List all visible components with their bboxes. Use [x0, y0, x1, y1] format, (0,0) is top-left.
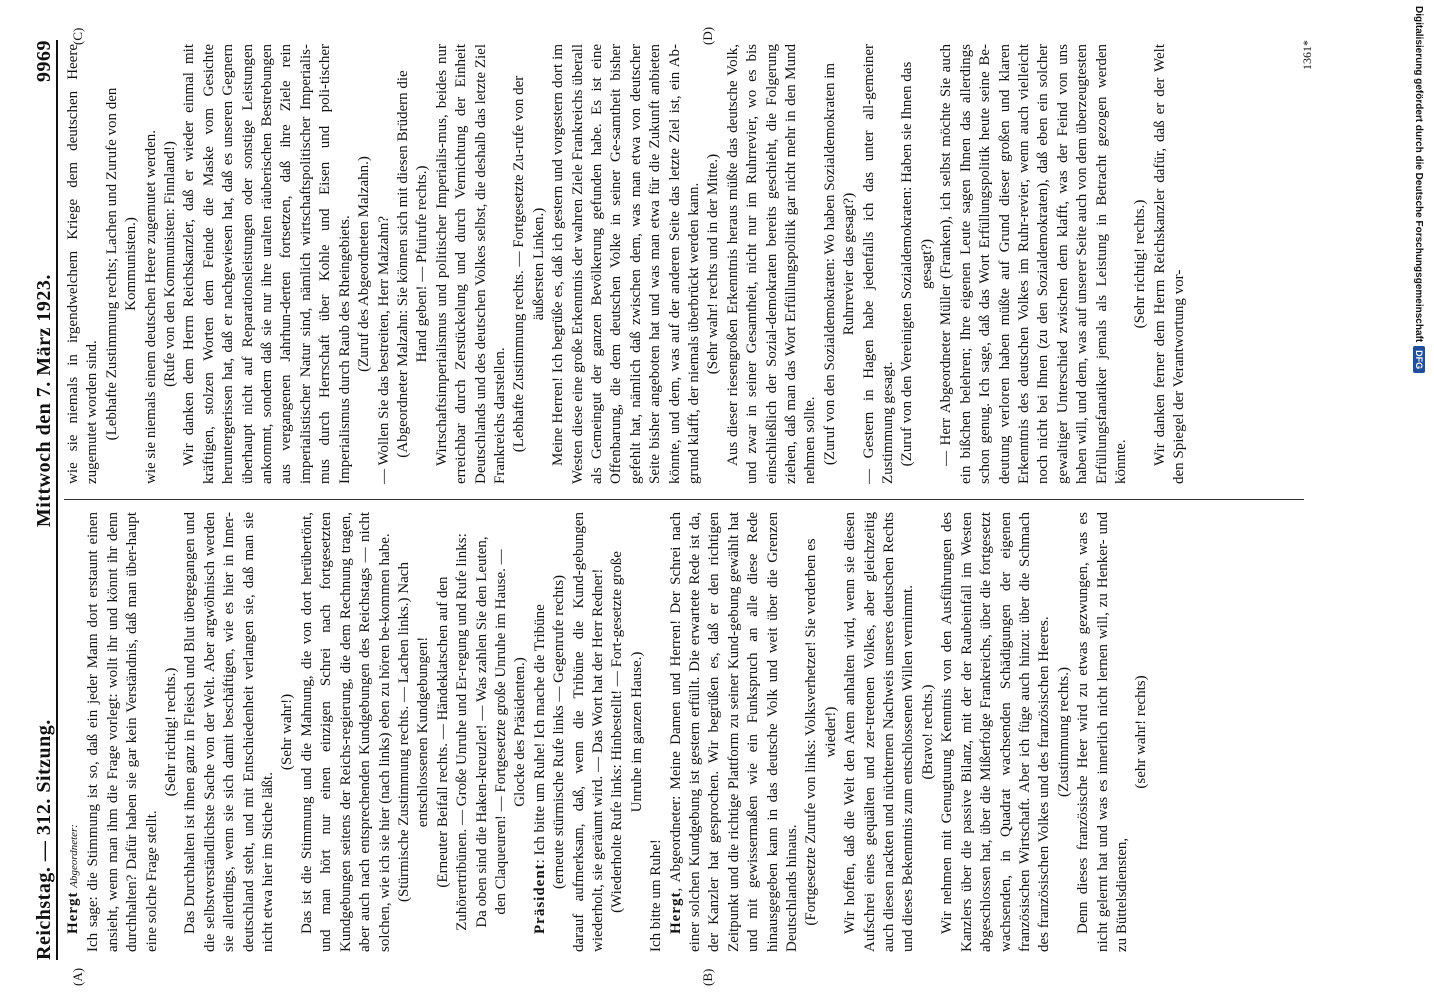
paragraph-text: (Lebhafte Zustimmung rechts. — Fortgesetzte Zu-rufe von der äußersten Linken.) [511, 75, 547, 453]
paragraph [64, 512, 162, 952]
paragraph [1151, 44, 1190, 484]
interjection [919, 512, 938, 952]
paragraph-text: , Abgeordneter: Meine Damen und Herren! Der Schrei nach einer solchen Kundgebung ist gestern erfüllt. Die erwartete Rede ist da, der Kanzler hat gesprochen. Wir begrüßen es, daß er den richtigen Zeitpunkt und die richtige Plattform zu seiner Kund-gebung gewählt hat und mit gewissermaßen wie ein Funkspruch an alle diese Rede hinausgegeben kann in das deutsche Volk und weit über die Grenzen Deutschlands hinaus. [667, 512, 801, 952]
paragraph-text: : Ich bitte um Ruhe! Ich mache die Tribüne [531, 604, 548, 864]
paragraph-text: darauf aufmerksam, daß, wenn die Tribüne die Kund-gebungen wiederholt, sie geräumt wird. — Das Wort hat der Herr Redner! [570, 512, 606, 952]
paragraph-text: (Wiederholte Rufe links: Hinbestellt! — Fort-gesetzte große Unruhe im ganzen Hause.) [609, 551, 645, 913]
paragraph-text: Wir hoffen, daß die Welt den Atem anhalten wird, wenn sie diesen Aufschrei eines gequälten und zer-tretenen Volkes, aber gleichzeitig auch diesen nackten und nüchternen Nachweis unseres deutschen Rechts und dieses Bekenntnis zum entschlossenen Willen vernimmt. [842, 512, 917, 952]
paragraph-text: (Zuruf von den Vereinigten Sozialdemokraten: Haben sie Ihnen das gesagt?) [899, 61, 935, 467]
dfg-logo: DFG [1413, 346, 1425, 373]
interjection [278, 512, 297, 952]
paragraph-text: wie sie niemals in irgendwelchem Kriege dem deutschen Heere zugemutet worden sind. [65, 44, 101, 484]
paragraph [142, 44, 161, 484]
interjection [434, 512, 531, 952]
margin-mark-a: (A) [70, 967, 85, 986]
paragraph-text: (Sehr wahr!) [279, 693, 296, 771]
margin-mark-c: (C) [70, 27, 85, 45]
paragraph [549, 44, 704, 484]
paragraph-text: (Sehr richtig! rechts.) [1132, 199, 1149, 329]
digitization-credit [1408, 0, 1430, 1000]
interjection [550, 512, 569, 952]
paragraph-text: (sehr wahr! rechts) [1133, 675, 1150, 789]
margin-mark-d: (D) [700, 26, 715, 45]
paragraph-text: Wir danken ferner dem Herrn Reichskanzler dafür, daß er der Welt den Spiegel der Verantwortung vor- [1151, 44, 1188, 484]
paragraph-text: — Wollen Sie das bestreiten, Herr Malzahn? [375, 215, 392, 484]
paragraph-text: (erneute stürmische Rufe links — Gegenrufe rechts) [551, 574, 568, 890]
interjection [898, 44, 937, 484]
paragraph-text: — Gestern in Hagen habe jedenfalls ich das unter all-gemeiner Zustimmung gesagt. [860, 44, 897, 484]
interjection [802, 512, 841, 952]
interjection [704, 44, 723, 484]
paragraph [938, 512, 1054, 952]
paragraph [433, 44, 511, 484]
interjection [1055, 512, 1074, 952]
paragraph [860, 44, 899, 484]
interjection [162, 512, 181, 952]
paragraph-text: (Erneuter Beifall rechts. — Händeklatschen auf den Zuhörertribünen. — Große Unruhe und Er-regung und Rufe links: Da oben sind die Haken-kreuzler! — Was zahlen Sie den Leuten, den Claqueuren! — Fortgesetzte große Unruhe im Hause. — Glocke des Präsidenten.) [434, 533, 529, 931]
interjection [394, 44, 433, 484]
paragraph-text: Wirtschaftsimperialismus und politischer Imperialis-mus, beides nur erreichbar durch Zerstückelung und durch Vernichtung der Einheit Deutschlands und des deutschen Volkes selbst, die deshalb das letzte Ziel Frankreichs darstellen. [433, 44, 508, 484]
paragraph-text: wie sie niemals einem deutschen Heere zugemutet werden. [142, 129, 159, 484]
interjection [821, 44, 860, 484]
interjection [1131, 44, 1150, 484]
paragraph [531, 512, 550, 952]
page-header [22, 40, 58, 960]
interjection [395, 512, 434, 952]
speaker-name: Hergt [65, 891, 81, 934]
paragraph-text: (Bravo! rechts.) [919, 684, 936, 780]
paragraph-text: (Zustimmung rechts.) [1055, 667, 1072, 797]
paragraph-text: Meine Herren! Ich begrüße es, daß ich gestern und vorgestern dort im Westen diese eine große Erkenntnis der wahren Ziele Frankreichs überall als Gemeingut der ganzen Bevölkerung gefunden habe. Es ist eine Offenbarung, die dem deutschen Volke in seiner Ge-samtheit bisher gefehlt hat, nämlich daß zwischen dem, was man etwa von deutscher Seite bisher angeboten hat und was man etwa für die Zukunft anbieten könnte, und dem, was auf der anderen Seite das letzte Ziel ist, ein Ab-grund klafft, der niemals überbrückt werden kann. [550, 44, 702, 484]
paragraph-text: (Abgeordneter Malzahn: Sie können sich mit diesen Brüdern die Hand geben! — Pfuirufe rechts.) [394, 70, 431, 458]
speaker-name: Hergt [667, 891, 684, 934]
paragraph [647, 512, 666, 952]
paragraph [724, 44, 821, 484]
paragraph-text: — Herr Abgeordneter Müller (Franken), ich selbst möchte Sie auch ein bißchen belehren; Ihre eigenen Leute sagen Ihnen das allerdings schon genug. Ich sage, daß das Wort Erfüllungspolitik heute seine Be-deutung verloren haben müßte auf Grund dieser großen und klaren Erkenntnis des deutschen Volkes im Ruhr-revier, wenn auch vielleicht noch nicht bei Ihnen (zu den Sozialdemokraten), daß eben ein solcher gewaltiger Unterschied zwischen dem klafft, was der Feind von uns haben will, und dem, was auf unserer Seite auch von dem überzeugtesten Erfüllungsfanatiker jemals als Leistung in Betracht gezogen werden könnte. [938, 44, 1129, 484]
credit-text: Digitalisierung gefördert durch die Deutsche Forschungsgemeinschaft [1413, 6, 1425, 343]
interjection [510, 44, 549, 484]
paragraph-text: (Sehr richtig! rechts.) [163, 667, 180, 797]
interjection [608, 512, 647, 952]
paragraph-text: Wir nehmen mit Genugtuung Kenntnis von den Ausführungen des Kanzlers über die passive Bilanz, mit der der Raubeinfall im Westen abgeschlossen hat, über die Mißerfolge Frankreichs, über die fortgesetzt wachsenden, in Quadrat wachsenden Schädigungen der eigenen französischen Wirtschaft. Aber ich füge auch hinzu: über die Schmach des französischen Volkes und des französischen Heeres. [939, 512, 1053, 952]
page-number: 9969 [33, 40, 55, 82]
paragraph-text: (Fortgesetzte Zurufe von links: Volksverhetzer! Sie verderben es wieder!) [803, 538, 839, 926]
speaker-role: Abgeordneter: [68, 824, 80, 888]
left-column [64, 512, 1152, 952]
paragraph-text: (Zuruf des Abgeordneten Malzahn.) [356, 156, 373, 372]
speaker-name: Präsident [531, 863, 548, 934]
paragraph-text: (Lebhafte Zustimmung rechts; Lachen und Zurufe von den Kommunisten.) [103, 87, 140, 441]
paragraph-text: Wir danken dem Herrn Reichskanzler, daß er wieder einmal mit kräftigen, stolzen Worten dem Feinde die Maske vom Gesichte heruntergerissen hat, daß er nachgewiesen hat, daß es unseren Gegnern überhaupt nicht auf Reparationsleistungen oder sonstige Leistungen ankommt, sondern daß sie nur ihre uralten räuberischen Bestrebungen aus vergangenen Jahrhun-derten fortsetzen, daß ihre Ziele rein imperialistischer Natur sind, nämlich wirtschaftspolitischer Imperialis-mus durch Herrschaft über Kohle und Eisen und poli-tischer Imperialismus durch Raub des Rheingebiets. [181, 44, 353, 484]
paragraph-text: (Sehr wahr! rechts und in der Mitte.) [705, 153, 722, 375]
interjection [103, 44, 142, 484]
column-divider [64, 499, 1304, 500]
paragraph [570, 512, 609, 952]
paragraph-text: Das ist die Stimmung und die Mahnung, die von dort herübertönt, und man hört nur einen einzigen Schrei nach fortgesetzten Kundgebungen seitens der Reichs-regierung, die dem Rechnung tragen, aber auch nach entsprechenden Kundgebungen des Reichstags — nicht solchen, wie ich sie hier (nach links) eben zu hören be-kommen habe. [298, 512, 393, 952]
interjection [161, 44, 180, 484]
margin-mark-b: (B) [700, 968, 715, 986]
paragraph [180, 44, 355, 484]
paragraph [181, 512, 278, 952]
paragraph-text: Das Durchhalten ist ihnen ganz in Fleisch und Blut übergegangen und die selbstverständlichste Sache von der Welt. Aber argwöhnisch werden sie allerdings, wenn sie sich damit beschäftigen, wie es hier in Inner-deutschland steht, und mit Entschiedenheit verlangen sie, daß man sie nicht etwa hier im Stiche läßt. [182, 512, 277, 952]
paragraph-text: (Rufe von den Kommunisten: Finnland!) [162, 141, 179, 387]
interjection [1132, 512, 1151, 952]
paragraph-text: Ich sage: die Stimmung ist so, daß ein jeder Mann dort erstaunt einen ansieht, wenn man ihm die Frage vorlegt: wollt ihr und könnt ihr denn durchhalten? Dafür haben sie gar kein Verständnis, daß man über-haupt eine solche Frage stellt. [85, 512, 160, 952]
paragraph-text: (Zuruf von den Sozialdemokraten: Wo haben Sozialdemokraten im Ruhrrevier das gesagt?) [821, 62, 858, 466]
paragraph [841, 512, 919, 952]
header-left: Reichstag. — 312. Sitzung. [33, 719, 55, 960]
interjection [355, 44, 374, 484]
right-column [64, 44, 1190, 484]
header-center: Mittwoch den 7. März 1923. [33, 274, 55, 528]
paragraph-text: Ich bitte um Ruhe! [648, 839, 665, 952]
paragraph [64, 44, 103, 484]
page-footnote: 1361* [1300, 40, 1314, 70]
paragraph-text: (Stürmische Zustimmung rechts. — Lachen links.) Nach entschlossenen Kundgebungen! [395, 562, 432, 902]
paragraph-text: Denn dieses französische Heer wird zu etwas gezwungen, was es nicht gelernt hat und was es innerlich nicht lernen will, zu Henker- und zu Büttelsdiensten, [1075, 512, 1130, 952]
paragraph-text: Aus dieser riesengroßen Erkenntnis heraus müßte das deutsche Volk, und zwar in seiner Gesamtheit, nicht nur im Ruhrrevier, wo es bis einschließlich der Sozial-demokraten bereits geschieht, die Folgerung ziehen, daß man das Wort Erfüllungspolitik gar nicht mehr in den Mund nehmen sollte. [724, 44, 819, 484]
paragraph [667, 512, 803, 952]
paragraph [937, 44, 1131, 484]
paragraph [298, 512, 395, 952]
paragraph [1074, 512, 1132, 952]
paragraph [375, 44, 394, 484]
